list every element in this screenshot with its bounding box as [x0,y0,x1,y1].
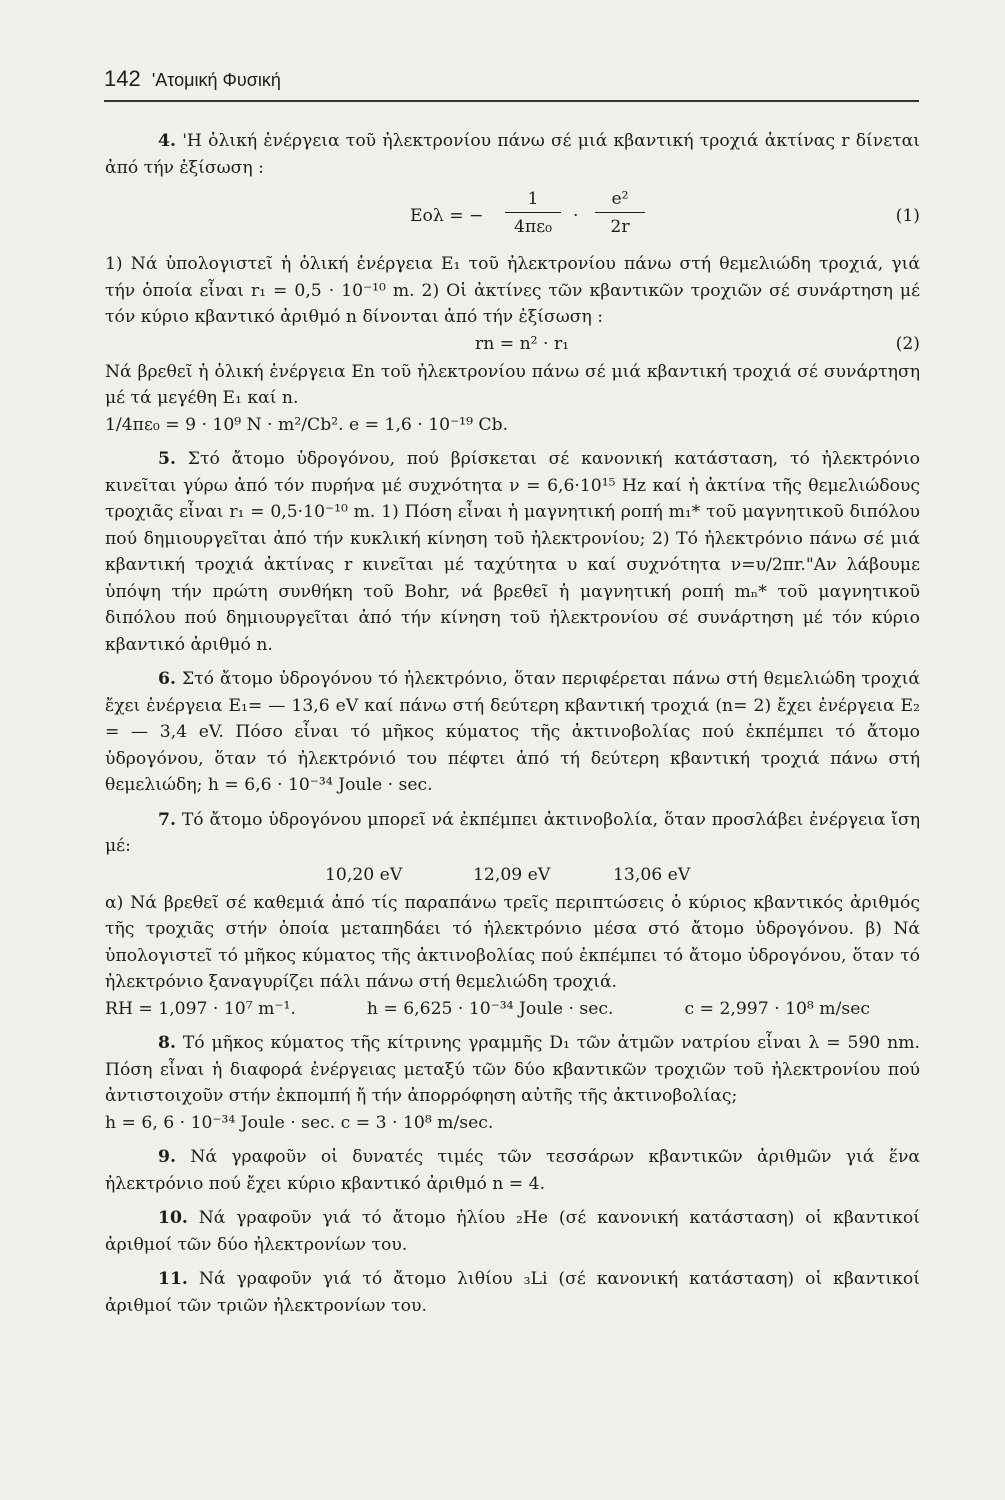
problem-9: 9. Νά γραφοῦν οἱ δυνατές τιμές τῶν τεσσάρων κβαντικῶν ἀριθμῶν γιά ἕνα ἠλεκτρόνιο πού ἔχει κύριο κβαντικό ἀριθμό n = 4. [105,1147,920,1194]
problem-6: 6. Στό ἄτομο ὑδρογόνου τό ἠλεκτρόνιο, ὅταν περιφέρεται πάνω στή θεμελιώδη τροχιά ἔχει ἐνέργεια E₁= — 13,6 eV καί πάνω στή δεύτερη κβαντική τροχιά (n= 2) ἔχει ἐνέργεια E₂ = — 3,4 eV. Πόσο εἶναι τό μῆκος κύματος τῆς ἀκτινοβολίας πού ἐκπέμπει τό ἄτομο ὑδρογόνου, ὅταν τό ἠλεκτρόνιό του πέφτει ἀπό τή δεύτερη κβαντική τροχιά πάνω στή θεμελιώδη; h = 6,6 · 10⁻³⁴ Joule · sec. [105,669,920,795]
constant: RH = 1,097 · 10⁷ m⁻¹. [105,998,296,1019]
eq1-fraction-1: $\frac{1}{\text{4πε₀}}$ [505,186,561,241]
problem-7: 7. Τό ἄτομο ὑδρογόνου μπορεῖ νά ἐκπέμπει ἀκτινοβολία, ὅταν προσλάβει ἐνέργεια ἴση μέ: [105,809,920,856]
problem-8-constants: h = 6, 6 · 10⁻³⁴ Joule · sec. c = 3 · 10⁸ m/sec. [105,1112,494,1133]
equation-1 [105,181,920,251]
eq1-fraction-2: $\frac{\text{e²}}{2r}$ [595,186,645,241]
problem-4-text-2: 1) Νά ὑπολογιστεῖ ἡ ὁλική ἐνέργεια E₁ τοῦ ἠλεκτρονίου πάνω στή θεμελιώδη τροχιά, γιά τήν ὁποία εἶναι r₁ = 0,5 · 10⁻¹⁰ m. 2) Οἱ ἀκτίνες τῶν κβαντικῶν τροχιῶν σέ συνάρτηση μέ τόν κύριο κβαντικό ἀριθμό n δίνονται ἀπό τήν ἐξίσωση : [105,254,920,327]
problem-number: 8. [158,1033,176,1053]
constant: c = 2,997 · 10⁸ m/sec [684,998,870,1019]
energy-value: 12,09 eV [473,864,551,885]
problem-4-text-3: Νά βρεθεῖ ἡ ὁλική ἐνέργεια En τοῦ ἠλεκτρονίου πάνω σέ μιά κβαντική τροχιά σέ συνάρτηση μέ τά μεγέθη E₁ καί n. [105,361,920,408]
problem-number: 4. [158,131,176,151]
equation-2 [105,331,920,359]
problem-number: 6. [158,669,176,689]
page-header [104,66,919,106]
problem-number: 7. [158,809,176,830]
problem-5: 5. Στό ἄτομο ὑδρογόνου, πού βρίσκεται σέ κανονική κατάσταση, τό ἠλεκτρόνιο κινεῖται γύρω ἀπό τόν πυρήνα μέ συχνότητα ν = 6,6·10¹⁵ Hz καί ἡ ἀκτίνα τῆς θεμελιώδους τροχιᾶς εἶναι r₁ = 0,5·10⁻¹⁰ m. 1) Πόση εἶναι ἡ μαγνητική ροπή m₁* τοῦ μαγνητικοῦ διπόλου πού δημιουργεῖται ἀπό τήν κυκλική κίνηση τοῦ ἠλεκτρονίου; 2) Τό ἠλεκτρόνιο πάνω σέ μιά κβαντική τροχιά ἀκτίνας r κινεῖται μέ ταχύτητα υ καί συχνότητα ν=υ/2πr."Αν λάβουμε ὑπόψη τήν πρώτη συνθήκη τοῦ Bohr, νά βρεθεῖ ἡ μαγνητική ροπή mₙ* τοῦ μαγνητικοῦ διπόλου πού δημιουργεῖται ἀπό τήν κίνηση τοῦ ἠλεκτρονίου σέ συνάρτηση μέ τόν κύριο κβαντικό ἀριθμό n. [105,449,920,655]
problem-number: 11. [158,1269,188,1289]
problem-number: 9. [158,1147,176,1167]
main-content [105,128,920,1319]
problem-number: 5. [158,449,176,469]
problem-10: 10. Νά γραφοῦν γιά τό ἄτομο ἡλίου ₂He (σέ κανονική κατάσταση) οἱ κβαντικοί ἀριθμοί τῶν δύο ἠλεκτρονίων του. [105,1208,920,1255]
eq1-dot: · [573,206,579,226]
problem-7-constants [105,996,920,1023]
header-rule [104,100,919,102]
page-number: 142 [104,66,141,91]
problem-8: 8. Τό μῆκος κύματος τῆς κίτρινης γραμμῆς D₁ τῶν ἀτμῶν νατρίου εἶναι λ = 590 nm. Πόση εἶναι ἡ διαφορά ἐνέργειας μεταξύ τῶν δύο κβαντικῶν τροχιῶν τοῦ ἠλεκτρονίου πού ἀντιστοιχοῦν στήν ἐκπομπή ἤ τήν ἀπορρόφηση αὐτῆς τῆς ἀκτινοβολίας; [105,1033,921,1106]
eq2-number: (2) [895,333,920,354]
eq1-lhs: Eολ = − [410,206,484,226]
problem-number: 10. [158,1208,188,1228]
eq2-body: rn = n² · r₁ [475,333,570,354]
problem-4-intro: 4. 'Η ὁλική ἐνέργεια τοῦ ἠλεκτρονίου πάνω σέ μιά κβαντική τροχιά ἀκτίνας r δίνεται ἀπό τήν ἐξίσωση : [105,131,920,178]
problem-7-text-2: α) Νά βρεθεῖ σέ καθεμιά ἀπό τίς παραπάνω τρεῖς περιπτώσεις ὁ κύριος κβαντικός ἀριθμός τῆς τροχιᾶς στήν ὁποία μεταπηδάει τό ἠλεκτρόνιο μέσα στό ἄτομο ὑδρογόνου. β) Νά ὑπολογιστεῖ τό μῆκος κύματος τῆς ἀκτινοβολίας πού ἐκπέμπει τό ἄτομο ὑδρογόνου, ὅταν τό ἠλεκτρόνιο ξαναγυρίζει πάλι πάνω στή θεμελιώδη τροχιά. [105,892,920,992]
running-title: 'Ατομική Φυσική [151,70,281,90]
energy-value: 10,20 eV [325,864,403,885]
constant: h = 6,625 · 10⁻³⁴ Joule · sec. [366,998,614,1019]
problem-11: 11. Νά γραφοῦν γιά τό ἄτομο λιθίου ₃Li (σέ κανονική κατάσταση) οἱ κβαντικοί ἀριθμοί τῶν τριῶν ἠλεκτρονίων του. [105,1269,920,1316]
energy-value: 13,06 eV [613,864,691,885]
eq1-number: (1) [895,206,920,226]
energy-values [105,860,920,890]
problem-4-constants: 1/4πε₀ = 9 · 10⁹ N · m²/Cb². e = 1,6 · 10⁻¹⁹ Cb. [105,414,509,435]
